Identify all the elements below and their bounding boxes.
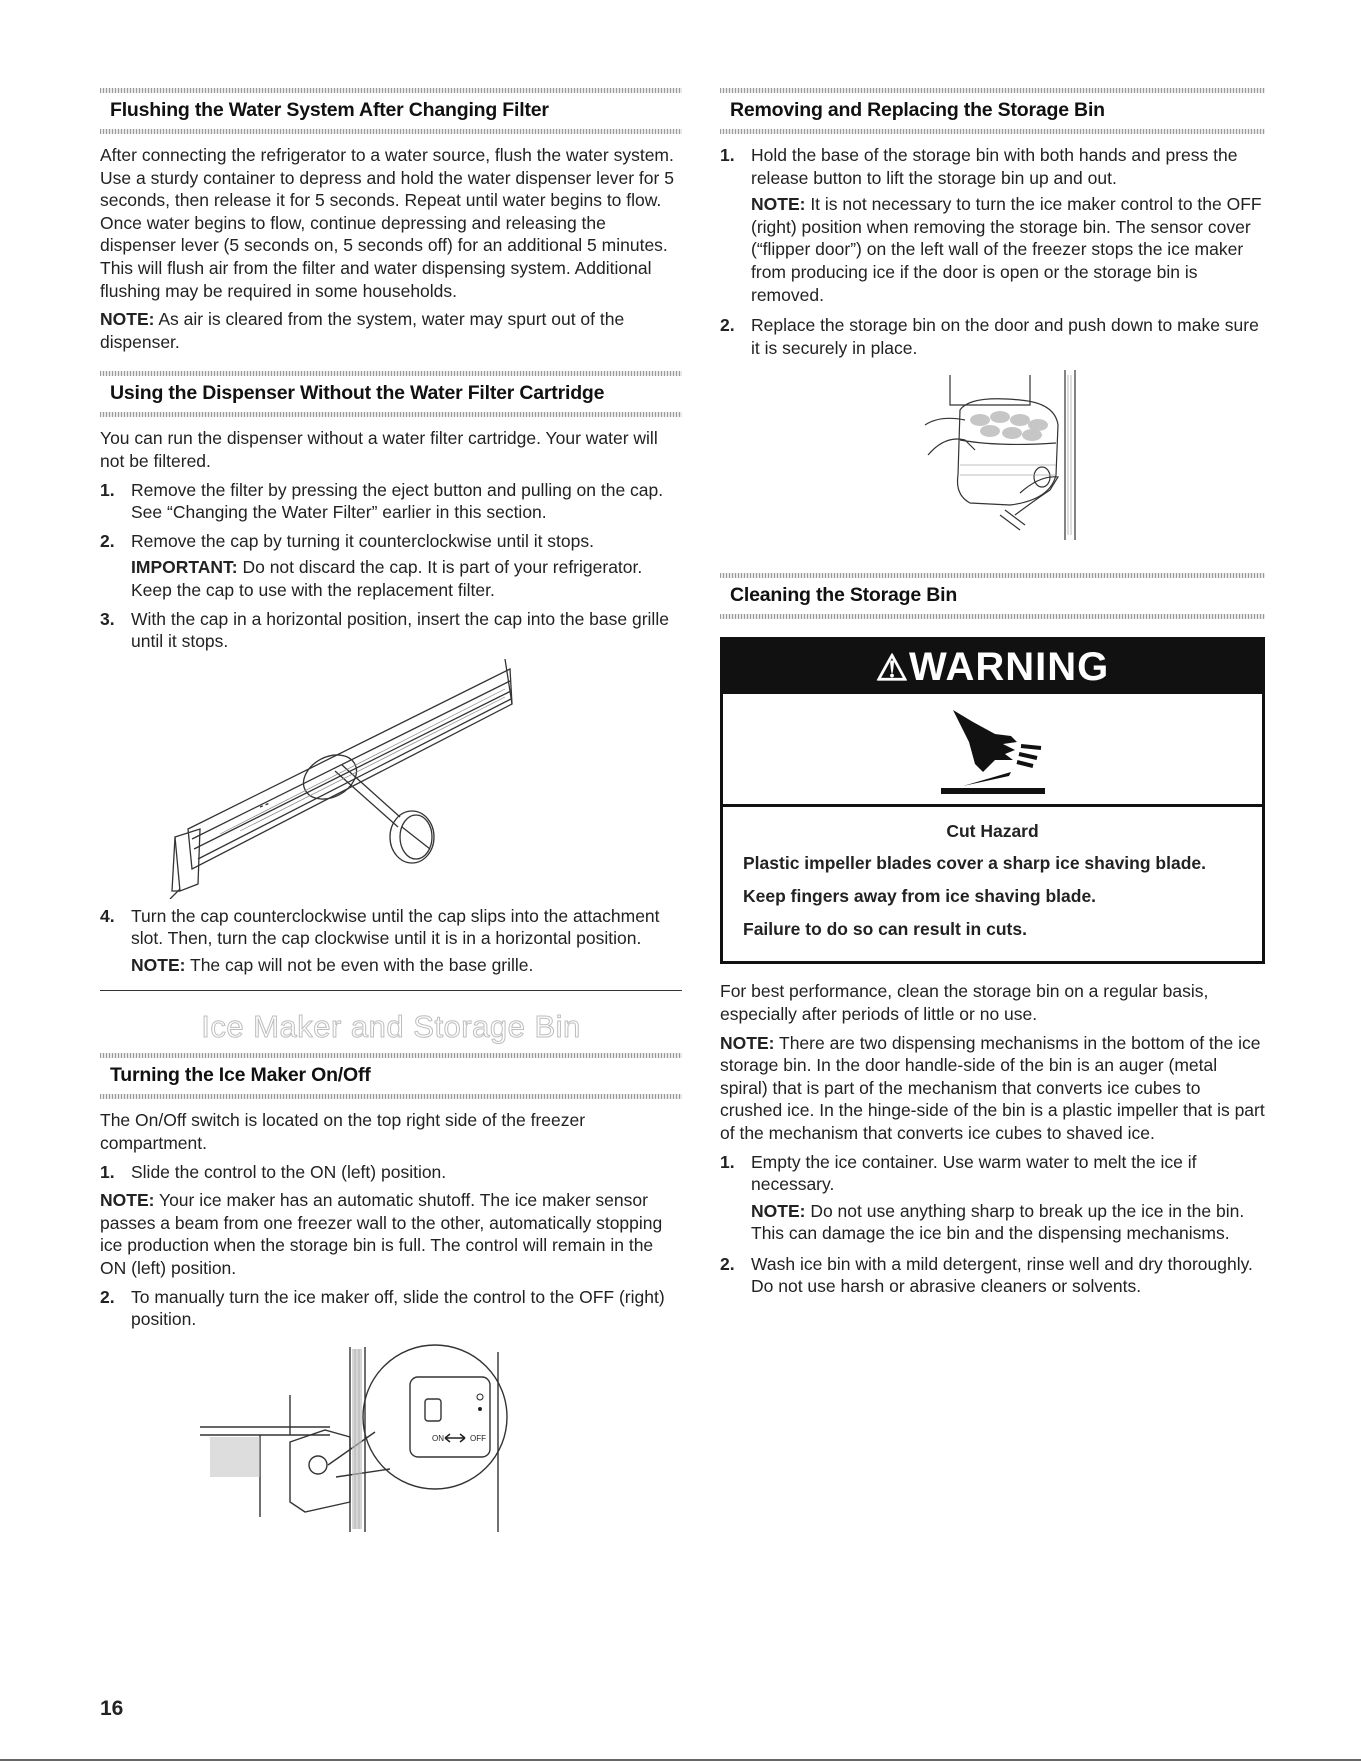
list-item [720, 314, 1265, 359]
note-label: NOTE: [720, 1032, 775, 1053]
subnote-text: Do not discard the cap. It is part of your refrigerator. Keep the cap to use with the replacement filter. [131, 557, 643, 600]
note-label: NOTE: [131, 954, 186, 975]
onoff-step1 [100, 1161, 682, 1184]
flush-note [100, 308, 682, 353]
step-number: 2. [100, 1286, 115, 1307]
remove-heading: Removing and Replacing the Storage Bin [730, 99, 1105, 121]
list-item [100, 479, 682, 524]
onoff-paragraph: The On/Off switch is located on the top right side of the freezer compartment. [100, 1110, 586, 1154]
nofilter-heading: Using the Dispenser Without the Water Filter Cartridge [110, 382, 605, 405]
step-text: Replace the storage bin on the door and push down to make sure it is securely in place. [751, 315, 1259, 358]
switch-drawing [100, 1337, 682, 1537]
step-subnote [751, 1200, 1265, 1245]
heading-rule [100, 129, 682, 134]
cut-hazard-pictogram [723, 694, 1262, 807]
step-subnote [131, 954, 682, 977]
left-column [100, 88, 682, 1537]
onoff-heading: Turning the Ice Maker On/Off [110, 1064, 371, 1087]
clean-paragraph: For best performance, clean the storage bin on a regular basis, especially after periods of little or no use. [720, 981, 1209, 1024]
page-number: 16 [100, 1697, 124, 1720]
note-label: NOTE: [100, 1190, 155, 1211]
step-number: 2. [100, 530, 115, 551]
clean-steps [720, 1151, 1265, 1299]
switch-on-label: ON [432, 1433, 444, 1443]
clean-note [720, 1032, 1265, 1145]
step-subnote [751, 193, 1265, 306]
note-label: NOTE: [751, 1200, 806, 1221]
step-text: To manually turn the ice maker off, slide the control to the OFF (right) position. [131, 1286, 665, 1330]
subnote-text: It is not necessary to turn the ice maker control to the OFF (right) position when removing the storage bin. The sensor cover (“flipper door”) on the left wall of the freezer stops the ice maker from producing ice if the door is open or the storage bin is removed. [751, 194, 1262, 305]
chapter-title-text: Ice Maker and Storage Bin [201, 1009, 581, 1045]
subnote-text: The cap will not be even with the base grille. [185, 954, 534, 975]
onoff-note [100, 1189, 682, 1279]
important-label: IMPORTANT: [131, 557, 238, 578]
note-label: NOTE: [751, 194, 806, 215]
remove-section-header [720, 88, 1265, 134]
step-number: 1. [720, 1151, 735, 1172]
list-item [720, 144, 1265, 306]
step-subnote [131, 556, 682, 601]
step-text: Slide the control to the ON (left) position. [131, 1161, 447, 1182]
nofilter-step4 [100, 905, 682, 977]
step-number: 1. [100, 479, 115, 500]
warning-message [723, 807, 1262, 961]
warning-line: Failure to do so can result in cuts. [743, 919, 1027, 940]
warning-line: Keep fingers away from ice shaving blade. [743, 886, 1097, 907]
heading-rule [100, 412, 682, 417]
onoff-section-header [100, 1053, 682, 1099]
nofilter-paragraph: You can run the dispenser without a water filter cartridge. Your water will not be filtered. [100, 428, 658, 471]
base-grille-illustration [100, 659, 682, 899]
list-item [100, 530, 682, 602]
note-text: There are two dispensing mechanisms in the bottom of the ice storage bin. In the door handle-side of the bin is an auger (metal spiral) that is part of the mechanism that converts ice cubes to crushed ice. In the hinge-side of the bin is a plastic impeller that is part of the mechanism that converts ice cubes to shaved ice. [720, 1032, 1265, 1143]
heading-rule [100, 371, 682, 376]
onoff-step2 [100, 1286, 682, 1331]
heading-rule [100, 88, 682, 93]
list-item [100, 905, 682, 977]
note-label: NOTE: [100, 309, 155, 330]
step-text: Remove the filter by pressing the eject button and pulling on the cap. See “Changing the Water Filter” earlier in this section. [131, 479, 664, 523]
step-number: 1. [100, 1161, 115, 1182]
step-text: Empty the ice container. Use warm water to melt the ice if necessary. [751, 1151, 1197, 1195]
heading-rule [720, 129, 1265, 134]
list-item [100, 608, 682, 653]
note-text: Your ice maker has an automatic shutoff. The ice maker sensor passes a beam from one freezer wall to the other, automatically stopping ice production when the storage bin is full. The control will remain in the ON (left) position. [100, 1190, 663, 1279]
remove-steps [720, 144, 1265, 359]
heading-rule [720, 88, 1265, 93]
list-item [100, 1286, 682, 1331]
flush-paragraph: After connecting the refrigerator to a water source, flush the water system. Use a sturdy container to depress and hold the water dispenser lever for 5 seconds, then release it for 5 seconds. Repeat until water begins to flow. Once water begins to flow, continue depressing and releasing the dispenser lever (5 seconds on, 5 seconds off) for an additional 5 minutes. This will flush air from the filter and water dispensing system. Additional flushing may be required in some households. [100, 145, 674, 301]
flush-section-header [100, 88, 682, 134]
list-item [720, 1253, 1265, 1298]
clean-heading: Cleaning the Storage Bin [730, 584, 958, 607]
flush-heading: Flushing the Water System After Changing Filter [110, 99, 549, 121]
nofilter-steps [100, 479, 682, 653]
heading-rule [720, 573, 1265, 578]
nofilter-section-header [100, 371, 682, 417]
storage-bin-illustration [720, 365, 1265, 555]
note-text: As air is cleared from the system, water may spurt out of the dispenser. [100, 309, 625, 352]
step-text: Remove the cap by turning it counterclockwise until it stops. [131, 530, 594, 551]
ice-maker-switch-illustration [100, 1337, 682, 1537]
warning-title: WARNING [908, 645, 1110, 690]
step-text: With the cap in a horizontal position, insert the cap into the base grille until it stops. [131, 608, 669, 652]
warning-banner [723, 640, 1262, 694]
step-number: 1. [720, 145, 735, 165]
storage-bin-drawing [720, 365, 1265, 555]
warning-hazard: Cut Hazard [946, 821, 1039, 842]
warning-box [720, 637, 1265, 964]
chapter-title [100, 990, 682, 1045]
cut-hand-icon [933, 702, 1053, 797]
warning-line: Plastic impeller blades cover a sharp ice shaving blade. [743, 853, 1206, 874]
list-item [100, 1161, 682, 1184]
step-text: Hold the base of the storage bin with both hands and press the release button to lift the storage bin up and out. [751, 145, 1238, 188]
warning-triangle-icon: ⚠ [875, 647, 909, 689]
right-column [720, 88, 1265, 1304]
heading-rule [720, 614, 1265, 619]
grille-cap-drawing [100, 659, 682, 899]
subnote-text: Do not use anything sharp to break up the ice in the bin. This can damage the ice bin and the dispensing mechanisms. [751, 1200, 1245, 1244]
step-number: 4. [100, 905, 115, 926]
step-text: Turn the cap counterclockwise until the cap slips into the attachment slot. Then, turn the cap clockwise until it is in a horizontal position. [131, 905, 660, 949]
step-text: Wash ice bin with a mild detergent, rinse well and dry thoroughly. Do not use harsh or abrasive cleaners or solvents. [751, 1253, 1253, 1297]
heading-rule [100, 1053, 682, 1058]
step-number: 2. [720, 315, 735, 336]
heading-rule [100, 1094, 682, 1099]
step-number: 2. [720, 1253, 735, 1274]
clean-section-header [720, 573, 1265, 619]
step-number: 3. [100, 608, 115, 629]
switch-off-label: OFF [470, 1433, 486, 1443]
list-item [720, 1151, 1265, 1245]
